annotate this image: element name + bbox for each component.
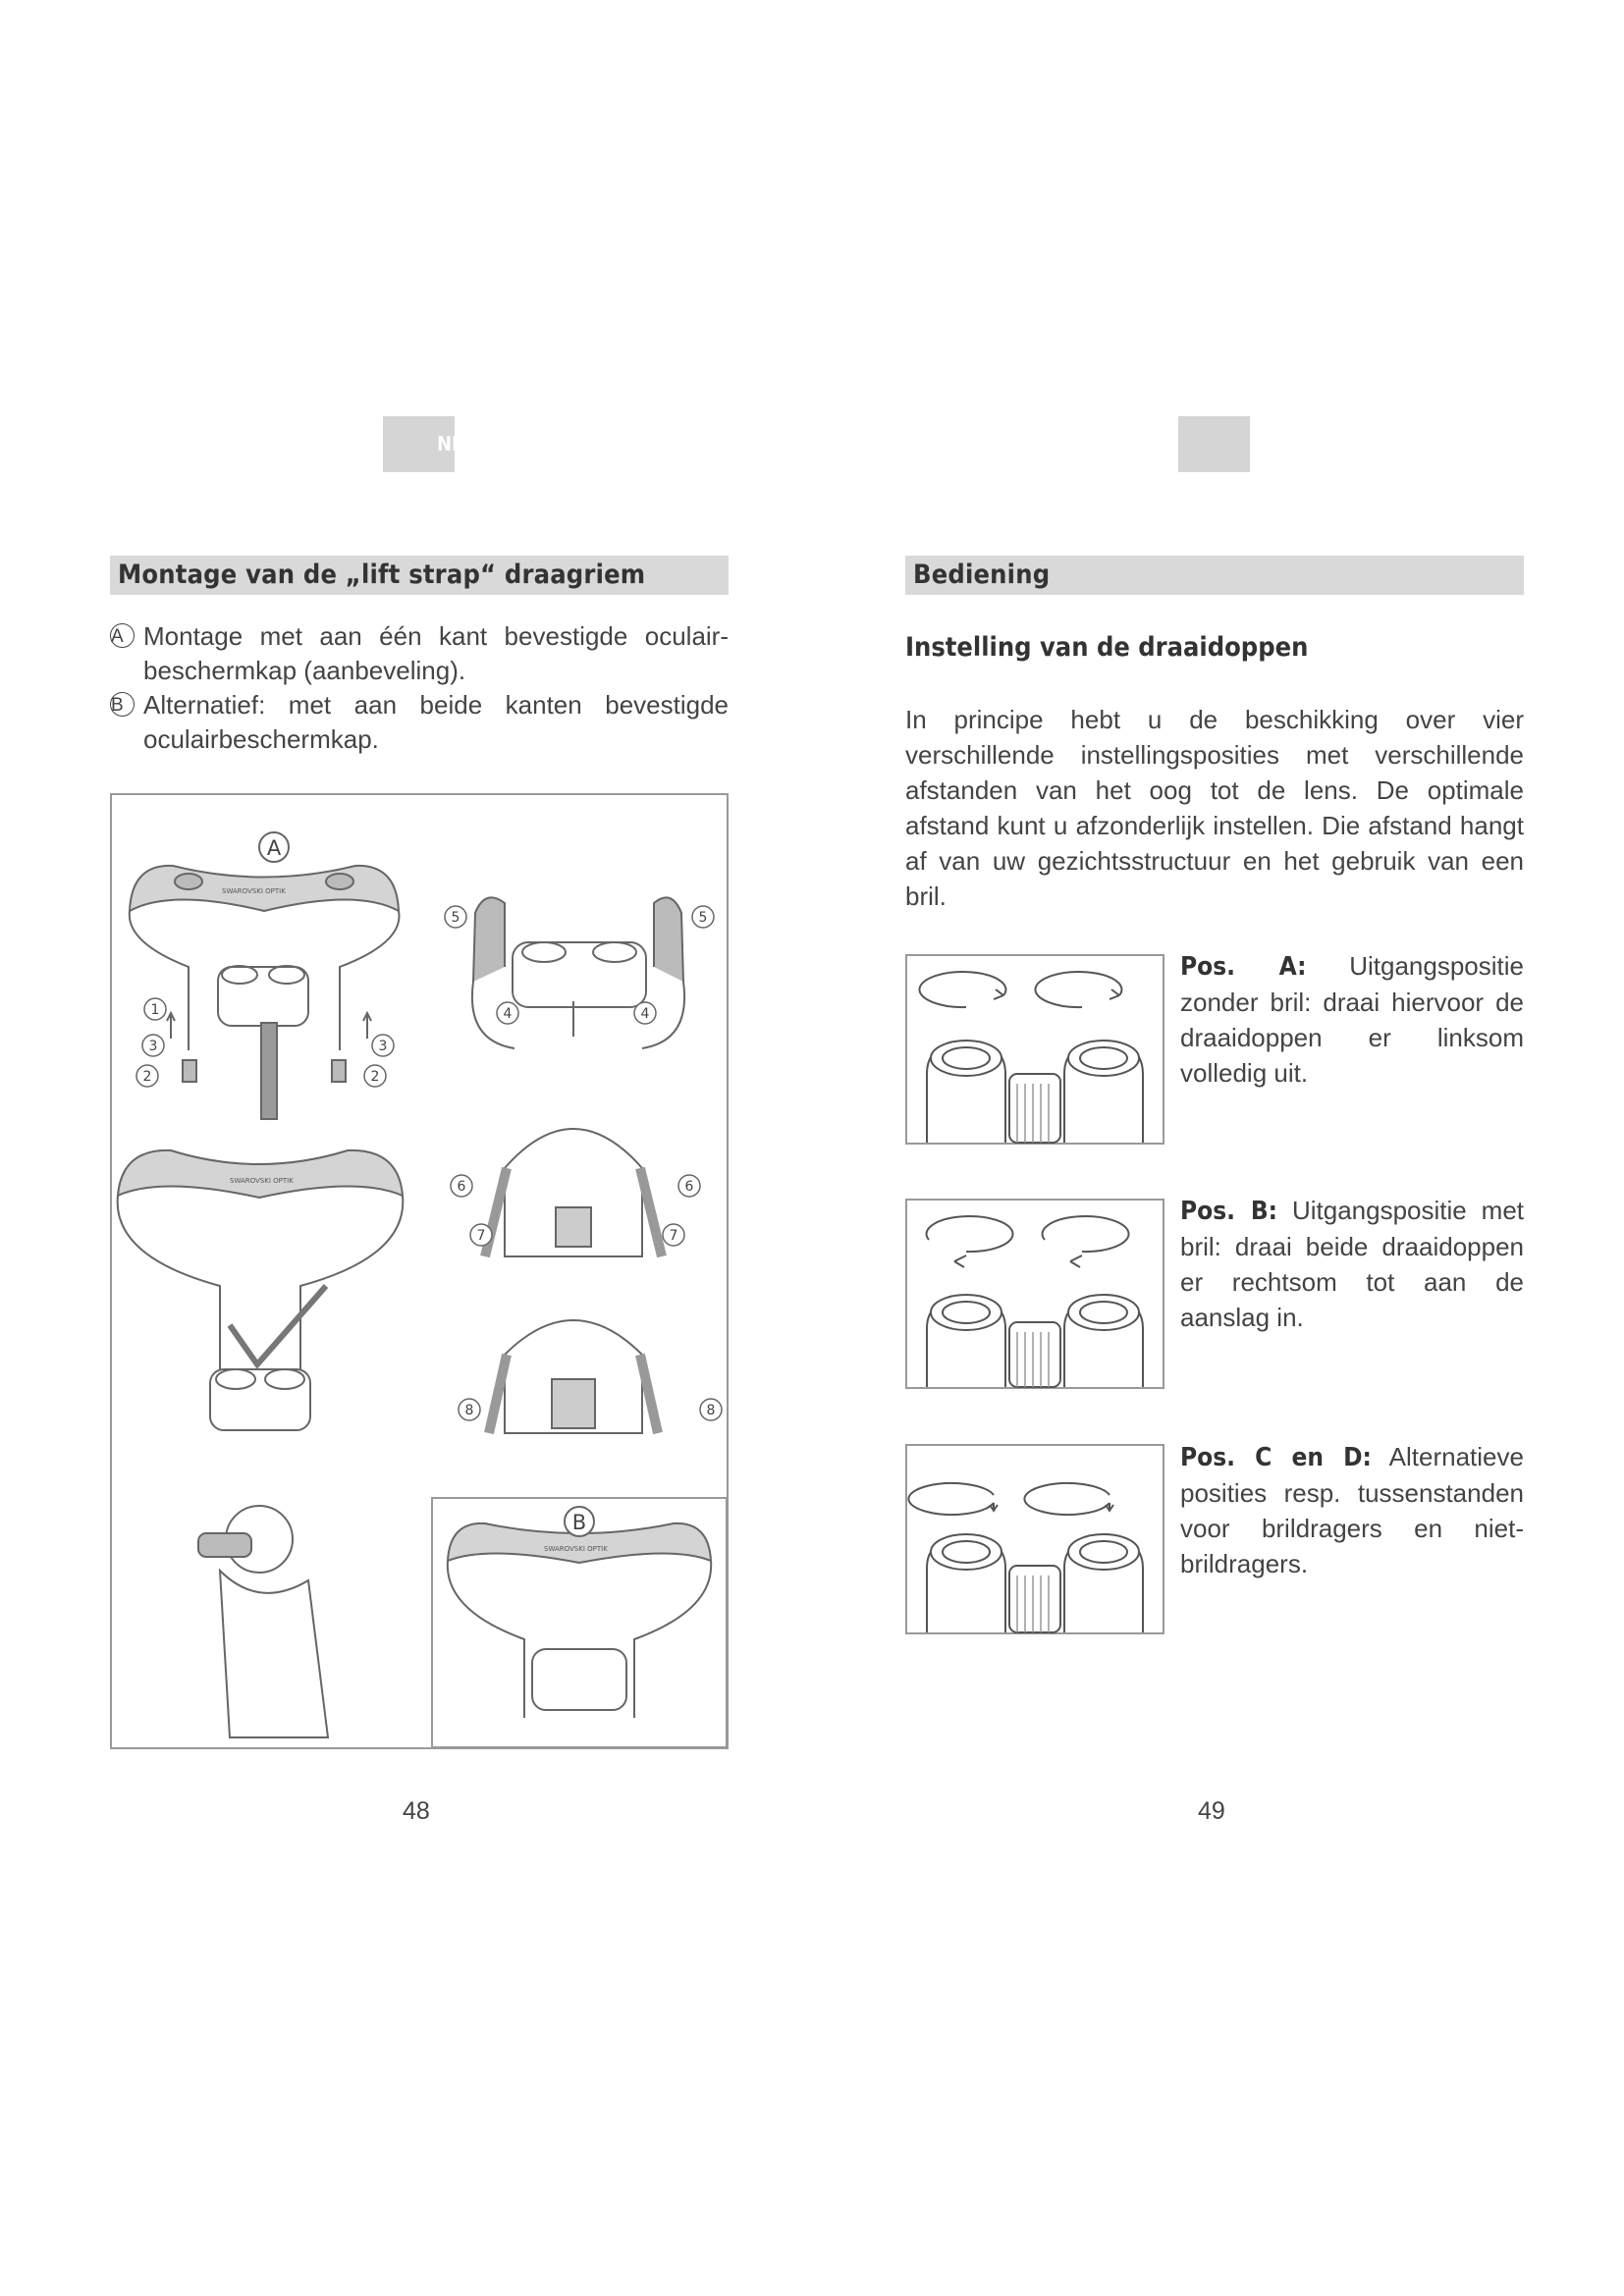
pos-a-arrow-left-icon (994, 989, 1003, 999)
step-6-label-left: 6 (457, 1179, 466, 1195)
label-a: A (266, 836, 282, 860)
section-title-operation: Bediening (905, 556, 1524, 595)
mounting-option-b (110, 688, 729, 757)
mounting-options-list (110, 619, 729, 757)
mounting-option-a (110, 619, 729, 688)
mounting-option-b-text: Alternatief: met aan beide kanten bevestigde oculairbeschermkap. (143, 690, 729, 754)
page-number-right: 49 (1198, 1797, 1225, 1825)
panel-wearing-8 (489, 1320, 658, 1433)
step-8-label-right: 8 (706, 1403, 716, 1418)
step-2-label-right: 2 (370, 1069, 380, 1085)
strap-a-left-cord (130, 911, 189, 1050)
pos-a-arrow-right-icon (1110, 989, 1119, 999)
pos-b-figure (905, 1199, 1164, 1389)
mounting-option-a-text: Montage met aan één kant bevestigde oculair-beschermkap (aanbeveling). (143, 621, 729, 685)
subheading-twist-caps: Instelling van de draaidoppen (905, 632, 1309, 663)
step-1-label: 1 (150, 1002, 160, 1018)
panel-attach-cords (472, 897, 684, 1048)
pos-cd-text: Alternatieve posities resp. tussenstanden voor brildragers en niet-brildragers. (1180, 1442, 1524, 1578)
panel-a (130, 832, 400, 1119)
step-5-label-right: 5 (698, 910, 708, 926)
marker-a: A (110, 623, 135, 648)
pos-a-figure (905, 954, 1164, 1145)
pos-b-drawing (907, 1201, 1163, 1387)
pos-cd-description (1180, 1439, 1524, 1581)
pos-cd-arrow-left-icon (990, 1503, 998, 1511)
step-3-label-left: 3 (148, 1039, 158, 1054)
panel-wearing-6-7 (485, 1129, 662, 1256)
step-7-label-left: 7 (476, 1228, 486, 1244)
section-title-lift-strap: Montage van de „lift strap“ draagriem (110, 556, 729, 595)
step-3-label-right: 3 (378, 1039, 388, 1054)
step-4-label-left: 4 (503, 1006, 513, 1022)
pos-b-text: Uitgangspositie met bril: draai beide draaidoppen er rechtsom tot aan de aanslag in. (1180, 1196, 1524, 1332)
strap-mounting-illustration (110, 793, 729, 1749)
pos-cd-drawing (907, 1446, 1163, 1632)
strap-a-brand: SWAROVSKI OPTIK (222, 887, 286, 895)
page-number-left: 48 (403, 1797, 430, 1825)
pos-a-description (1180, 948, 1524, 1091)
binocular-a (218, 967, 308, 1026)
pos-cd-arrow-right-icon (1106, 1503, 1113, 1511)
pos-cd-figure (905, 1444, 1164, 1634)
pos-b-arrow-right-icon (1070, 1255, 1082, 1267)
panel-b (432, 1498, 727, 1747)
eyepiece-cover-a (261, 1023, 277, 1119)
step-8-label-left: 8 (464, 1403, 474, 1418)
marker-b: B (110, 692, 135, 717)
check-mark-icon (230, 1286, 326, 1364)
language-tab (383, 416, 463, 472)
panel-person-using (198, 1506, 328, 1737)
pos-cd-label: Pos. C en D: (1180, 1443, 1372, 1472)
strap-a-right-cord (340, 911, 400, 1050)
step-4-label-right: 4 (640, 1006, 650, 1022)
label-b: B (571, 1511, 587, 1534)
strap-b-brand: SWAROVSKI OPTIK (544, 1545, 608, 1553)
pos-a-label: Pos. A: (1180, 952, 1307, 982)
strap-mounting-drawing (112, 795, 727, 1747)
pos-b-arrow-left-icon (954, 1255, 966, 1267)
step-7-label-right: 7 (669, 1228, 678, 1244)
intro-paragraph: In principe hebt u de beschikking over vier verschillende instellingsposities met verschillende afstanden van het oog tot de lens. De optimale afstand kunt u afzonderlijk instellen. Die afstand hangt af van uw gezichtsstructuur en het gebruik van een bril. (905, 705, 1524, 911)
pos-b-description (1180, 1193, 1524, 1335)
language-tab-label: NL (437, 432, 463, 455)
step-2-label-left: 2 (142, 1069, 152, 1085)
pos-b-label: Pos. B: (1180, 1197, 1278, 1226)
step-5-label-left: 5 (451, 910, 460, 926)
step-6-label-right: 6 (684, 1179, 694, 1195)
pos-a-text: Uitgangspositie zonder bril: draai hiervoor de draaidoppen er linksom volledig uit. (1180, 951, 1524, 1088)
pos-a-drawing (907, 956, 1163, 1143)
tab-marker-right (1178, 416, 1250, 472)
panel-mounted-strap (118, 1150, 404, 1430)
strap-check-brand: SWAROVSKI OPTIK (230, 1177, 294, 1185)
